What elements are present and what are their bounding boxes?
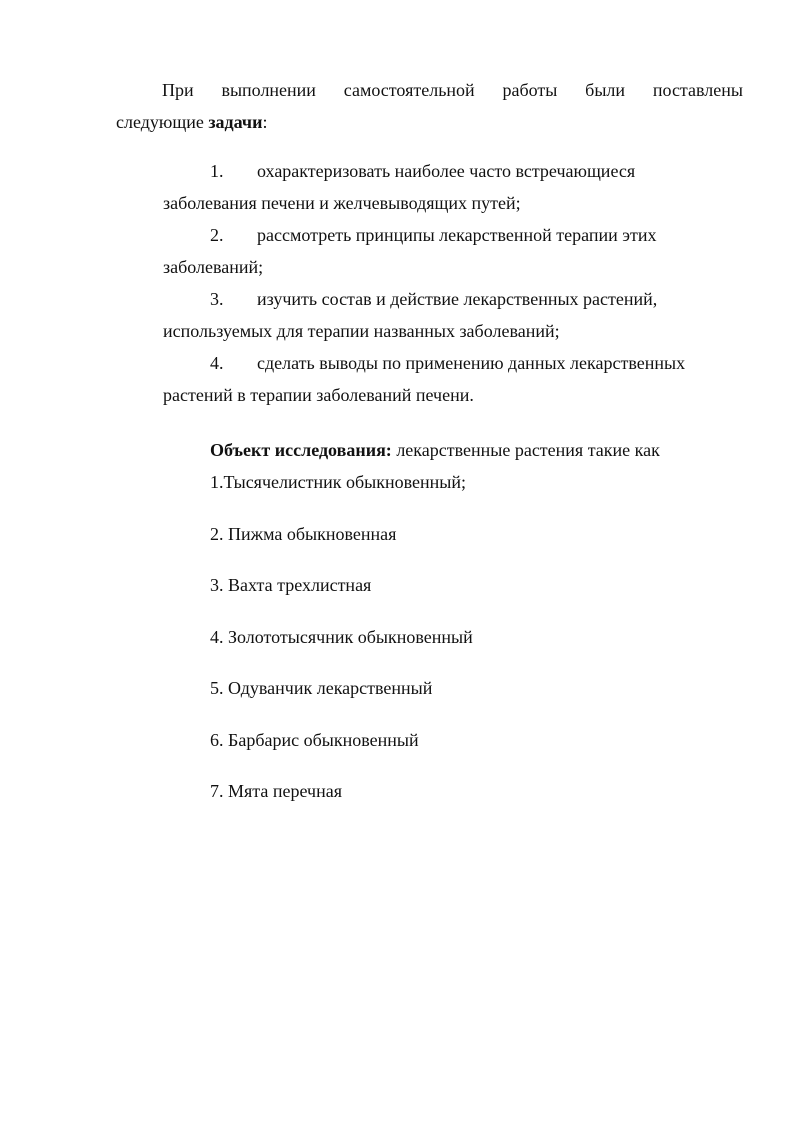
intro-word: выполнении bbox=[221, 80, 316, 100]
task-item bbox=[163, 347, 743, 411]
task-text: сделать выводы по применению данных лекарственных bbox=[257, 353, 686, 373]
intro-bold-word: задачи bbox=[208, 112, 263, 132]
intro-paragraph bbox=[116, 74, 743, 138]
plant-list-item: 3. Вахта трехлистная bbox=[210, 575, 372, 595]
task-item bbox=[163, 219, 743, 283]
intro-prefix: следующие bbox=[116, 112, 204, 132]
task-text-continued: заболевания печени и желчевыводящих путей; bbox=[163, 193, 521, 213]
task-item bbox=[163, 283, 743, 347]
task-text: охарактеризовать наиболее часто встречающиеся bbox=[257, 161, 636, 181]
research-object-line bbox=[210, 434, 750, 466]
plant-list-item: 4. Золототысячник обыкновенный bbox=[210, 626, 473, 647]
task-text-continued: используемых для терапии названных заболеваний; bbox=[163, 321, 560, 341]
task-number: 3. bbox=[210, 289, 224, 309]
intro-word: поставлены bbox=[652, 80, 743, 100]
task-number: 4. bbox=[210, 353, 224, 373]
task-text: изучить состав и действие лекарственных растений, bbox=[257, 289, 658, 309]
task-text: рассмотреть принципы лекарственной терапии этих bbox=[257, 225, 657, 245]
research-object-label: Объект исследования: bbox=[210, 440, 392, 460]
plant-list-item: 1.Тысячелистник обыкновенный; bbox=[210, 472, 466, 492]
intro-line-2 bbox=[116, 106, 743, 138]
task-item bbox=[163, 155, 743, 219]
intro-word: самостоятельной bbox=[343, 80, 475, 100]
intro-word: были bbox=[585, 80, 626, 100]
task-number: 1. bbox=[210, 161, 224, 181]
research-object-text: лекарственные растения такие как bbox=[391, 440, 660, 460]
intro-line-1 bbox=[162, 74, 743, 106]
task-list bbox=[163, 155, 743, 411]
task-text-continued: заболеваний; bbox=[163, 257, 264, 277]
research-object-section bbox=[210, 434, 750, 807]
intro-suffix: : bbox=[262, 112, 268, 132]
plant-list-item: 6. Барбарис обыкновенный bbox=[210, 729, 419, 750]
task-number: 2. bbox=[210, 225, 224, 245]
task-text-continued: растений в терапии заболеваний печени. bbox=[163, 385, 474, 405]
plant-list-item: 7. Мята перечная bbox=[210, 781, 342, 801]
plant-list-item: 5. Одуванчик лекарственный bbox=[210, 678, 433, 698]
intro-word: работы bbox=[502, 80, 558, 100]
intro-word: При bbox=[162, 80, 194, 100]
plant-list-item: 2. Пижма обыкновенная bbox=[210, 523, 397, 544]
